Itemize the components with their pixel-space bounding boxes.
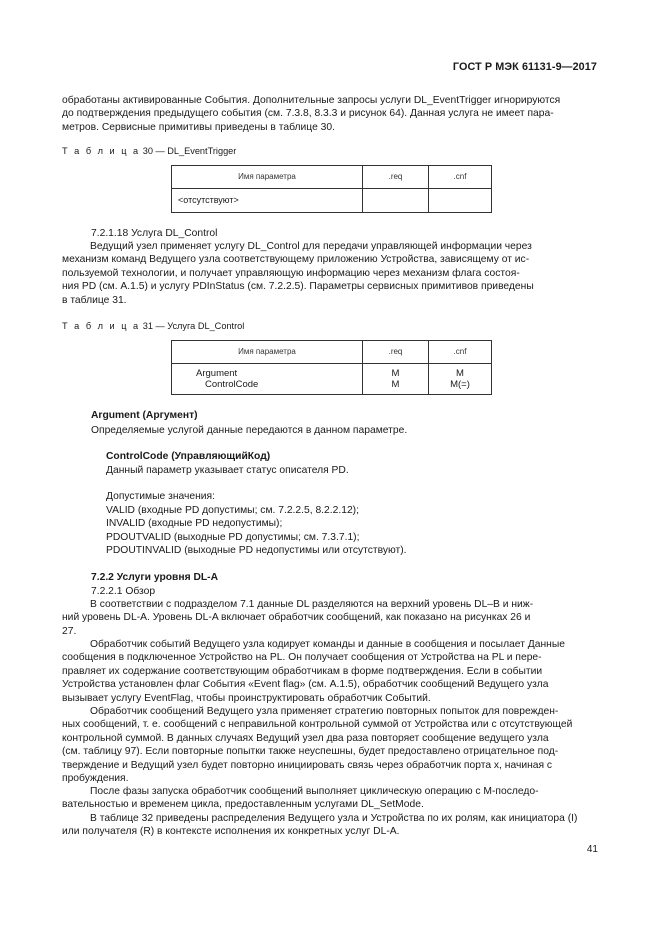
param-controlcode: ControlCode: [205, 379, 259, 390]
section-7-2-1-18-paragraph: [62, 240, 599, 307]
paragraph-line: вызывает услугу EventFlag, чтобы проинструктировать обработчик Событий.: [62, 692, 431, 704]
paragraph-line: Обработчик событий Ведущего узла кодирует команды и данные в сообщения и посылает Данные: [90, 639, 565, 650]
list-item: VALID (входные PD допустимы; см. 7.2.2.5, 8.2.2.12);: [106, 505, 359, 516]
section-7-2-2-paragraph-3: [62, 705, 599, 785]
table-row: [172, 189, 492, 213]
paragraph-line: В соответствии с подразделом 7.1 данные DL разделяются на верхний уровень DL–B и ниж-: [90, 599, 534, 610]
table30-cell-name: <отсутствуют>: [172, 189, 363, 213]
table31-caption-prefix: Т а б л и ц а: [62, 321, 141, 331]
paragraph-line: Устройства установлен флаг События «Event flag» (см. А.1.5), обработчик сообщений Ведущего узла: [62, 679, 549, 691]
paragraph-line: пользуемой технологии, и получает управляющую информацию через механизм флага состоя-: [62, 267, 520, 279]
table30-header-req: .req: [363, 166, 429, 189]
paragraph-line: механизм команд Ведущего узла соответствующему приложению Устройства, зависящему от ис-: [62, 254, 530, 266]
cnf-argument: M: [456, 367, 464, 379]
standard-header: ГОСТ Р МЭК 61131-9—2017: [452, 61, 597, 73]
intro-line: метров. Сервисные примитивы приведены в таблице 30.: [62, 121, 335, 133]
req-argument: M: [391, 367, 400, 379]
req-controlcode: M: [391, 379, 400, 390]
paragraph-line: (см. таблицу 97). Если повторные попытки также неуспешны, будет предоставлено отрицательное под-: [62, 746, 559, 758]
intro-paragraph: [62, 94, 599, 134]
paragraph-line: Ведущий узел применяет услугу DL_Control для передачи управляющей информации через: [90, 241, 532, 252]
paragraph-line: ний уровень DL-A. Уровень DL-A включает обработчик сообщений, как показано на рисунках 26 и: [62, 612, 531, 624]
table-row: [172, 364, 492, 395]
table30-header-name: Имя параметра: [172, 166, 363, 189]
param-argument: Argument: [196, 367, 238, 379]
table30: [171, 165, 492, 213]
controlcode-title: ControlCode (УправляющийКод): [106, 451, 271, 462]
paragraph-line: ных сообщений, т. е. сообщений с неправильной контрольной суммой от Устройства или с отсутствующей: [62, 719, 573, 731]
section-7-2-2-paragraph-5: [62, 812, 599, 839]
page-number: 41: [586, 844, 598, 855]
section-7-2-2-1-title: 7.2.2.1 Обзор: [91, 586, 156, 597]
paragraph-line: в таблице 31.: [62, 294, 127, 306]
allowed-values-list: [106, 504, 407, 558]
list-item: INVALID (входные PD недопустимы);: [106, 518, 283, 530]
paragraph-line: тверждение и Ведущий узел будет повторно инициировать связь через обработчик порта x, начиная с: [62, 759, 553, 771]
table30-caption-text: 30 — DL_EventTrigger: [142, 146, 237, 156]
paragraph-line: правляет их содержание соответствующим обработчикам в форме подтверждения. Если в событии: [62, 665, 543, 677]
paragraph-line: ния PD (см. А.1.5) и услугу PDInStatus (см. 7.2.2.5). Параметры сервисных примитивов приведены: [62, 281, 534, 293]
paragraph-line: В таблице 32 приведены распределения Ведущего узла и Устройства по их ролям, как инициатора (I): [90, 813, 578, 824]
intro-line: до подтверждения предыдущего события (см. 7.3.8, 8.3.3 и рисунок 64). Данная услуга не имеет пара-: [62, 108, 554, 120]
list-item: PDOUTVALID (выходные PD допустимы; см. 7.3.7.1);: [106, 531, 360, 543]
table30-caption: [62, 145, 236, 158]
list-item: PDOUTINVALID (выходные PD недопустимы или отсутствуют).: [106, 545, 407, 557]
section-7-2-2-paragraph-2: [62, 638, 599, 705]
table31-header-cnf: .cnf: [429, 341, 492, 364]
table31-header-name: Имя параметра: [172, 341, 363, 364]
section-7-2-2-title: 7.2.2 Услуги уровня DL-A: [91, 572, 219, 583]
argument-title: Argument (Аргумент): [91, 410, 198, 421]
table31-cell-req: [363, 364, 429, 395]
paragraph-line: 27.: [62, 625, 77, 637]
table31: [171, 340, 492, 395]
table31-cell-cnf: [429, 364, 492, 395]
paragraph-line: сообщения в подключенное Устройство на PL. Он получает сообщения от Устройства на PL и пере-: [62, 652, 542, 664]
argument-text: Определяемые услугой данные передаются в данном параметре.: [91, 425, 408, 436]
table31-caption: [62, 320, 244, 333]
table30-header-row: [172, 166, 492, 189]
table31-cell-name: [172, 364, 363, 395]
section-7-2-1-18-title: 7.2.1.18 Услуга DL_Control: [91, 228, 218, 239]
controlcode-text: Данный параметр указывает статус описателя PD.: [106, 465, 349, 476]
paragraph-line: вательностью и временем цикла, предоставленным услугами DL_SetMode.: [62, 799, 424, 811]
cnf-controlcode: M(=): [450, 379, 470, 390]
table31-header-row: [172, 341, 492, 364]
table30-caption-prefix: Т а б л и ц а: [62, 146, 141, 156]
paragraph-line: Обработчик сообщений Ведущего узла применяет стратегию повторных попыток для поврежден-: [90, 706, 559, 717]
allowed-values-label: Допустимые значения:: [106, 491, 215, 502]
paragraph-line: контрольной суммой. В данных случаях Ведущий узел два раза повторяет сообщение ведущего узла: [62, 732, 549, 744]
paragraph-line: пробуждения.: [62, 773, 129, 785]
table30-cell-cnf: [429, 189, 492, 213]
table31-header-req: .req: [363, 341, 429, 364]
section-7-2-2-paragraph-4: [62, 785, 599, 812]
table30-header-cnf: .cnf: [429, 166, 492, 189]
section-7-2-2-paragraph-1: [62, 598, 599, 638]
table31-caption-text: 31 — Услуга DL_Control: [142, 321, 245, 331]
paragraph-line: или получателя (R) в контексте исполнения их конкретных услуг DL-A.: [62, 826, 400, 838]
paragraph-line: После фазы запуска обработчик сообщений выполняет циклическую операцию с М-последо-: [90, 786, 539, 797]
intro-line: обработаны активированные События. Дополнительные запросы услуги DL_EventTrigger игнорируются: [62, 95, 561, 106]
table30-cell-req: [363, 189, 429, 213]
